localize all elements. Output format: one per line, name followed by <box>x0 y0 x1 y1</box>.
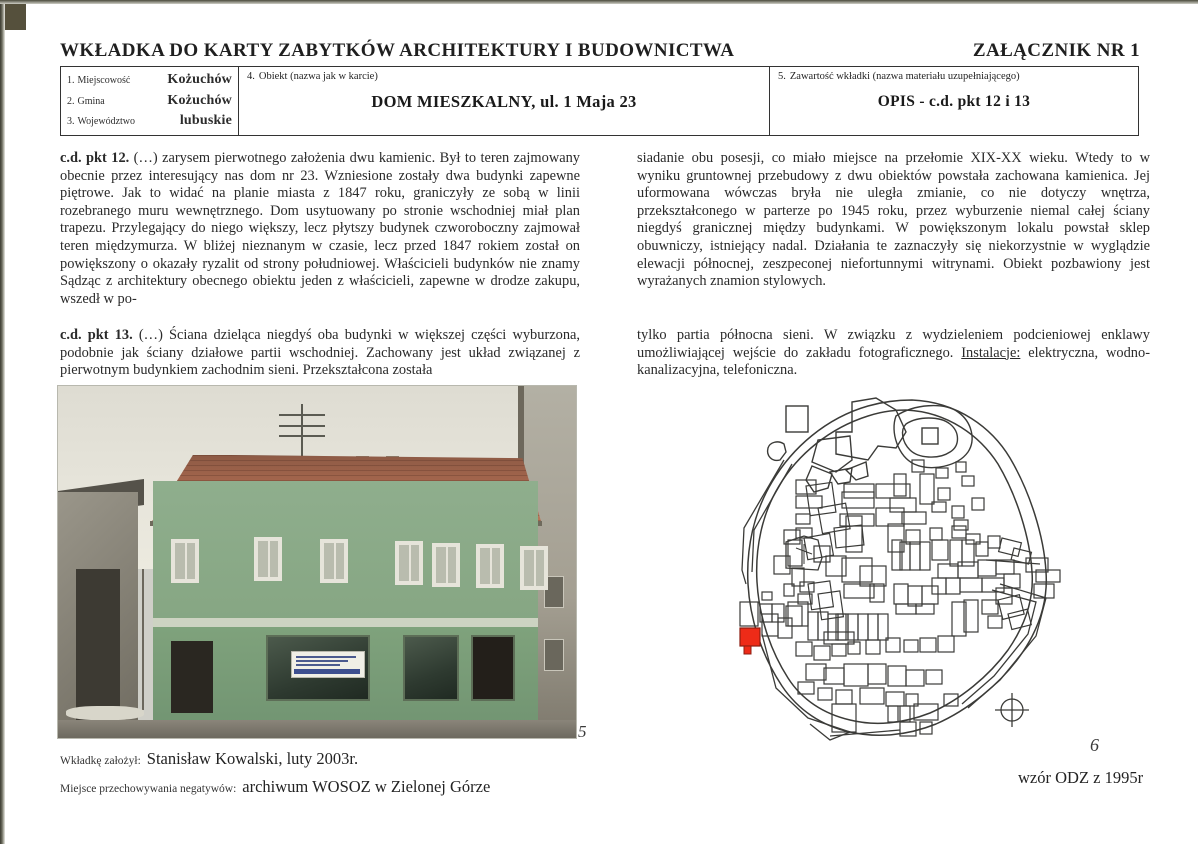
right-paragraph-2-post: elektryczna, wodno-kanalizacyjna, telefoniczna. <box>637 344 1150 379</box>
installations-label: Instalacje: <box>961 344 1021 361</box>
photo-shop-sign <box>291 651 365 678</box>
photo-entrance-door <box>171 641 213 713</box>
building-photograph <box>58 386 576 738</box>
photo-sign-line <box>296 664 340 666</box>
table-row <box>67 113 232 129</box>
content-number: 5. <box>778 71 786 82</box>
object-name: DOM MIESZKALNY, ul. 1 Maja 23 <box>371 92 637 111</box>
paragraph-13-text: (…) Ściana dzieląca niegdyś oba budynki w większej części wyburzona, podobnie jak ściany działowe partii wschodniej. Zachowany jest układ związanej z pierwotnym budynkiem zachodnim sieni. Przekształcona została <box>60 327 580 379</box>
negatives-value: archiwum WOSOZ w Zielonej Górze <box>242 777 491 796</box>
document-title: WKŁADKA DO KARTY ZABYTKÓW ARCHITEKTURY I BUDOWNICTWA <box>60 40 735 61</box>
row-number: 3. <box>67 116 75 127</box>
photo-sign-line <box>296 660 348 662</box>
photo-neighbour-window <box>544 639 564 671</box>
town-plan-svg <box>700 388 1100 750</box>
paragraph-point-12-continued <box>637 150 1150 291</box>
object-label: Obiekt (nazwa jak w karcie) <box>258 71 378 82</box>
photo-upper-window <box>520 546 548 590</box>
row-value: lubuskie <box>179 113 232 128</box>
content-header <box>778 71 1130 82</box>
row-number: 1. <box>67 75 75 86</box>
compass-rose-icon <box>995 693 1029 727</box>
negatives-label: Miejsce przechowywania negatywów: <box>60 783 237 795</box>
paragraph-13-lead: c.d. pkt 13. <box>60 327 133 343</box>
footer-left <box>60 749 600 805</box>
annex-label: ZAŁĄCZNIK NR 1 <box>972 40 1140 61</box>
photo-antenna-bar <box>279 435 325 437</box>
author-row <box>60 749 600 769</box>
table-row <box>67 93 232 109</box>
row-label: Województwo <box>77 116 136 127</box>
photo-display-window <box>403 635 459 701</box>
photo-antenna-bar <box>279 414 325 416</box>
row-label: Gmina <box>77 95 105 107</box>
author-label: Wkładkę założył: <box>60 755 141 767</box>
photo-upper-window <box>171 539 199 583</box>
document-header <box>60 40 1140 62</box>
object-cell <box>239 67 770 135</box>
paragraph-12-text: (…) zarysem pierwotnego założenia dwu kamienic. Był to teren zajmowany obecnie przez interesujący nas dom nr 23. Wzniesione zostały dwa budynki zapewne piętrowe. Jak to widać na planie miasta z 1847 roku, graniczyły ze sobą w linii rozebranego muru wewnętrznego. Dom usytuowany po stronie wschodniej miał plan trapezu. Przylegający do niego większy, lecz płytszy budynek czworoboczny zajmował teren międzymurza. W bliżej nieznanym w czasie, lecz przed 1847 rokiem został on powiększony o okazały ryzalit od strony południowej. Właścicieli budynków nie znamy Sądząc z architektury obecnego obiektu jeden z właścicieli, zapewne w drodze zakupu, wszedł w po- <box>60 150 580 307</box>
row-value: Kożuchów <box>167 72 232 87</box>
photo-utility-pole <box>142 569 144 710</box>
row-value: Kożuchów <box>167 92 232 108</box>
location-cell <box>61 67 239 135</box>
right-paragraph-2-pre: tylko partia północna sieni. W związku z wydzieleniem podcieniowej enklawy umożliwiającej wejście do zakładu fotograficznego. <box>637 327 1150 361</box>
identification-table <box>60 66 1139 136</box>
photo-antenna-bar <box>279 425 325 427</box>
photo-upper-window <box>432 543 460 587</box>
photo-snow-patch <box>66 706 144 720</box>
paragraph-point-13 <box>60 327 580 380</box>
plan-highlighted-building <box>740 628 760 654</box>
row-number: 2. <box>67 95 75 107</box>
photo-upper-window <box>320 539 348 583</box>
content-label: Zawartość wkładki (nazwa materiału uzupełniającego) <box>789 71 1020 82</box>
form-note: wzór ODZ z 1995r <box>1018 768 1144 787</box>
photo-street-ground <box>58 720 576 738</box>
photo-upper-window <box>254 537 282 581</box>
negatives-row <box>60 777 600 797</box>
photo-facade-cornice <box>153 618 538 627</box>
plan-page-number: 6 <box>1090 735 1099 755</box>
object-header <box>247 71 761 82</box>
author-value: Stanisław Kowalski, luty 2003r. <box>146 749 359 768</box>
content-name: OPIS - c.d. pkt 12 i 13 <box>877 93 1031 110</box>
photo-upper-window <box>395 541 423 585</box>
town-plan-drawing <box>700 388 1100 750</box>
photo-sign-bar <box>294 669 360 674</box>
object-number: 4. <box>247 71 255 82</box>
photo-page-number: 5 <box>578 722 587 741</box>
right-paragraph-1-text: siadanie obu posesji, co miało miejsce na przełomie XIX-XX wieku. Wtedy to w wyniku gruntownej przebudowy z dwu obiektów powstała zachowana kamienica. Jej uformowana wówczas bryła nie uległa zmianie, co nie dotyczy wnętrza, przekształconego w parterze po 1945 roku, przez wyburzenie niemal całej ściany niegdyś granicznej między budynkami. W powiększonym lokalu powstał sklep obuwniczy, istniejący nadal. Działania te zaznaczyły się niekorzystnie w wyglądzie elewacji północnej, zeszpeconej niefortunnymi witrynami. Obiekt pozbawiony jest wyrażanych znamion stylowych. <box>637 150 1150 290</box>
photo-passage-opening <box>471 635 515 701</box>
paragraph-12-lead: c.d. pkt 12. <box>60 150 130 166</box>
photo-upper-window <box>476 544 504 588</box>
content-cell <box>770 67 1138 135</box>
photo-sign-line <box>296 656 356 658</box>
table-row <box>67 72 232 88</box>
row-label: Miejscowość <box>77 75 131 86</box>
paragraph-point-13-continued <box>637 327 1150 380</box>
paragraph-point-12 <box>60 150 580 308</box>
